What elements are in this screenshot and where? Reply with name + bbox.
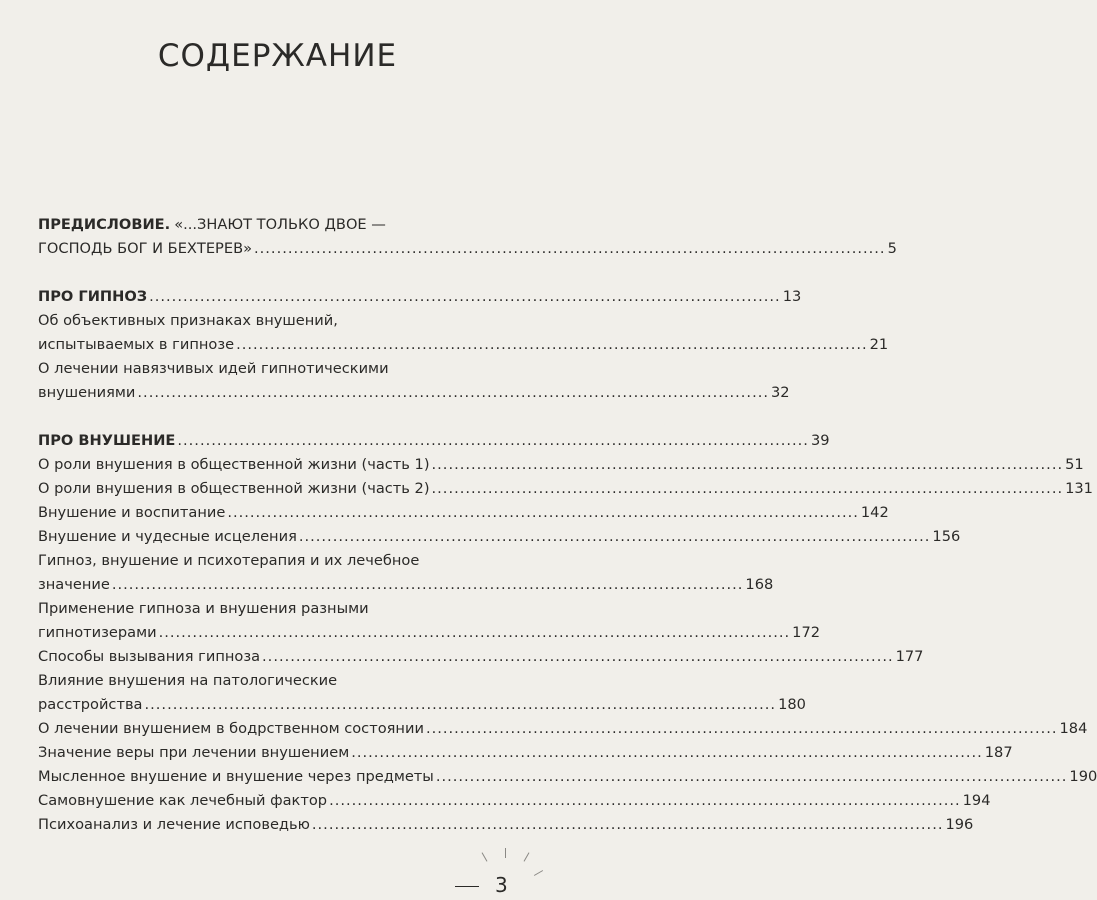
toc-entry-text: гипнотизерами	[38, 624, 157, 641]
toc-entry-text: О роли внушения в общественной жизни (часть 1)	[38, 456, 430, 473]
dot-leader: ................................................................................................................	[435, 768, 1068, 785]
toc-page-number: 168	[745, 576, 774, 593]
toc-entry	[38, 669, 806, 717]
toc-entry	[38, 741, 1013, 765]
toc-entry	[38, 717, 1088, 741]
toc-page-number: 156	[932, 528, 961, 545]
dot-leader: ................................................................................................................	[177, 432, 809, 449]
dot-leader: ................................................................................................................	[137, 384, 769, 401]
dot-leader: ................................................................................................................	[227, 504, 859, 521]
toc-entry-preface	[38, 213, 897, 261]
toc-section-title: ПРО ГИПНОЗ	[38, 288, 148, 305]
toc-entry-text: Гипноз, внушение и психотерапия и их лечебное	[38, 552, 420, 569]
dot-leader: ................................................................................................................	[311, 816, 944, 833]
toc-page-number: 5	[887, 240, 897, 257]
dot-leader: ................................................................................................................	[329, 792, 961, 809]
toc-entry-text: внушениями	[38, 384, 136, 401]
toc-page-number: 39	[810, 432, 830, 449]
toc-entry	[38, 453, 1084, 477]
toc-entry	[38, 309, 889, 357]
decorative-ray	[505, 848, 506, 858]
toc-entry-text: значение	[38, 576, 110, 593]
toc-page-number: 142	[860, 504, 889, 521]
dot-leader: ................................................................................................................	[262, 648, 894, 665]
dot-leader: ................................................................................................................	[298, 528, 931, 545]
dot-leader: ................................................................................................................	[144, 696, 777, 713]
toc-entry-text: О роли внушения в общественной жизни (часть 2)	[38, 480, 430, 497]
toc-entry	[38, 549, 774, 597]
toc-page-number: 184	[1059, 720, 1088, 737]
toc-entry-section	[38, 429, 830, 453]
toc-page-number: 131	[1065, 480, 1093, 497]
toc-section-title: ПРО ВНУШЕНИЕ	[38, 432, 176, 449]
decorative-ray	[524, 852, 530, 861]
dot-leader: ................................................................................................................	[431, 480, 1064, 497]
toc-page-number: 190	[1069, 768, 1097, 785]
toc-entry-section	[38, 285, 802, 309]
toc-entry-text: «...ЗНАЮТ ТОЛЬКО ДВОЕ —	[174, 216, 386, 233]
toc-entry	[38, 597, 821, 645]
toc-entry	[38, 813, 974, 837]
toc-page-number: 196	[945, 816, 974, 833]
toc-entry	[38, 501, 889, 525]
toc-page-number: 13	[782, 288, 802, 305]
toc-entry-text: Внушение и воспитание	[38, 504, 226, 521]
toc-entry	[38, 357, 790, 405]
toc-entry-label: ПРЕДИСЛОВИЕ.	[38, 216, 171, 233]
toc-page-number: 180	[778, 696, 806, 713]
toc-page-number: 32	[770, 384, 790, 401]
toc-entry-text: испытываемых в гипнозе	[38, 336, 235, 353]
toc-entry-text: Мысленное внушение и внушение через предметы	[38, 768, 434, 785]
dot-leader: ................................................................................................................	[351, 744, 983, 761]
toc-entry-text: Влияние внушения на патологические	[38, 672, 338, 689]
decorative-ray	[482, 852, 488, 861]
page-title: СОДЕРЖАНИЕ	[157, 38, 398, 74]
dot-leader: ................................................................................................................	[149, 288, 781, 305]
toc-entry	[38, 477, 1093, 501]
toc-entry-text: Об объективных признаках внушений,	[38, 312, 338, 329]
dot-leader: ................................................................................................................	[254, 240, 886, 257]
toc-entry	[38, 645, 924, 669]
dot-leader: ................................................................................................................	[158, 624, 791, 641]
toc-entry-text: О лечении навязчивых идей гипнотическими	[38, 360, 389, 377]
toc-page-number: 21	[869, 336, 889, 353]
toc-entry	[38, 765, 1097, 789]
dot-leader: ................................................................................................................	[236, 336, 868, 353]
toc-entry-text: Психоанализ и лечение исповедью	[38, 816, 310, 833]
toc-page-number: 51	[1065, 456, 1084, 473]
decorative-ray	[534, 870, 543, 876]
dot-leader: ................................................................................................................	[431, 456, 1064, 473]
toc-entry	[38, 789, 991, 813]
toc-page-number: 194	[962, 792, 991, 809]
dot-leader: ................................................................................................................	[111, 576, 744, 593]
table-of-contents	[38, 213, 1097, 837]
toc-entry-text: Применение гипноза и внушения разными	[38, 600, 369, 617]
page-number: 3	[495, 873, 508, 897]
toc-entry-text: Значение веры при лечении внушением	[38, 744, 350, 761]
toc-entry	[38, 525, 961, 549]
page-number-dash	[455, 886, 479, 887]
toc-entry-text: Способы вызывания гипноза	[38, 648, 261, 665]
toc-entry-text: Внушение и чудесные исцеления	[38, 528, 297, 545]
toc-page-number: 187	[984, 744, 1013, 761]
toc-entry-text: ГОСПОДЬ БОГ И БЕХТЕРЕВ»	[38, 240, 253, 257]
toc-page-number: 177	[895, 648, 924, 665]
toc-page-number: 172	[792, 624, 821, 641]
toc-entry-text: О лечении внушением в бодрственном состоянии	[38, 720, 424, 737]
toc-entry-text: расстройства	[38, 696, 143, 713]
dot-leader: ................................................................................................................	[425, 720, 1058, 737]
toc-entry-text: Самовнушение как лечебный фактор	[38, 792, 328, 809]
